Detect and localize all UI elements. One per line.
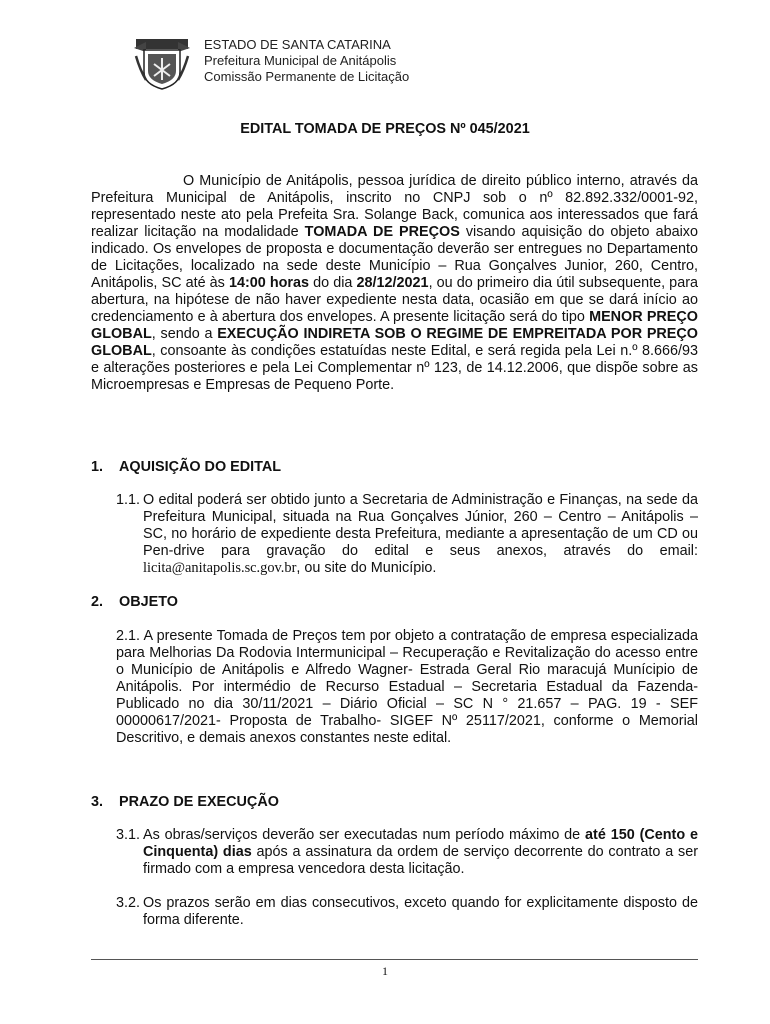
intro-text-5: , sendo a bbox=[151, 326, 218, 342]
page-number: 1 bbox=[382, 964, 388, 978]
item-2-1-text: 2.1. A presente Tomada de Preços tem por objeto a contratação de empresa especializada para Melhorias Da Rodovia Intermunicipal – Recuperação e Revitalização do acesso entre o Município de Anitápolis e Alfredo Wagner- Estrada Geral Rio maracujá Munícipio de Anitápolis. Por intermédio de Recurso Estadual – Secretaria Estadual da Fazenda- Publicado no dia 30/11/2021 – Diário Oficial – SC N ° 21.657 – PAG. 19 - SEF 00000617/2021- Proposta de Trabalho- SIGEF Nº 25117/2021, conforme o Memorial Descritivo, e demais anexos constantes neste edital. bbox=[116, 628, 698, 746]
letterhead-text bbox=[204, 37, 409, 85]
item-3-1-tail: após a assinatura da ordem de serviço decorrente do contrato a ser firmado com a empresa vencedora desta licitação. bbox=[143, 844, 699, 877]
section-3-heading bbox=[91, 794, 279, 811]
section-2-heading bbox=[91, 594, 178, 611]
municipal-crest-icon bbox=[132, 36, 192, 90]
intro-paragraph bbox=[91, 173, 698, 394]
intro-modality: TOMADA DE PREÇOS bbox=[304, 224, 460, 240]
item-1-1-text: O edital poderá ser obtido junto a Secretaria de Administração e Finanças, na sede da Prefeitura Municipal, situada na Rua Gonçalves Júnior, 260 – Centro – Anitápolis – SC, no horário de expediente desta Prefeitura, mediante a apresentação de um CD ou Pen-drive para gravação do edital e seus anexos, através do email: bbox=[143, 492, 698, 559]
section-1-number: 1. bbox=[91, 459, 104, 475]
section-3-number: 3. bbox=[91, 794, 104, 810]
footer-divider bbox=[91, 959, 698, 960]
item-2-1 bbox=[116, 628, 698, 747]
intro-text-4: , ou do primeiro dia útil subsequente, para abertura, na hipótese de não haver expediente nesta data, ocasião em que se dará início ao credenciamento e à abertura dos envelopes. A presente licitação será do tipo bbox=[91, 275, 698, 325]
item-3-1-text: As obras/serviços deverão ser executadas num período máximo de bbox=[143, 827, 586, 843]
item-3-1-label: 3.1. bbox=[116, 827, 141, 843]
item-3-1 bbox=[116, 827, 698, 878]
section-3-title: PRAZO DE EXECUÇÃO bbox=[119, 794, 279, 810]
section-1-title: AQUISIÇÃO DO EDITAL bbox=[119, 459, 282, 475]
item-3-2-text: Os prazos serão em dias consecutivos, exceto quando for explicitamente disposto de forma diferente. bbox=[143, 895, 698, 928]
email-link[interactable]: licita@anitapolis.sc.gov.br bbox=[143, 560, 297, 576]
letterhead-commission: Comissão Permanente de Licitação bbox=[204, 69, 410, 84]
item-1-1 bbox=[116, 492, 698, 577]
item-1-1-label: 1.1. bbox=[116, 492, 141, 508]
intro-text-6: , consoante às condições estatuídas neste Edital, e será regida pela Lei n.º 8.666/93 e alterações posteriores e pela Lei Complementar nº 123, de 14.12.2006, que dispõe sobre as Microempresas e Empresas de Pequeno Porte. bbox=[91, 343, 698, 393]
section-1-heading bbox=[91, 459, 281, 476]
section-2-title: OBJETO bbox=[119, 594, 178, 610]
item-1-1-tail: , ou site do Município. bbox=[296, 560, 437, 576]
section-2-number: 2. bbox=[91, 594, 104, 610]
letterhead-state: ESTADO DE SANTA CATARINA bbox=[204, 37, 391, 52]
letterhead bbox=[132, 36, 552, 90]
item-3-2 bbox=[116, 895, 698, 929]
intro-regime: EXECUÇÃO INDIRETA SOB O REGIME DE EMPREITADA POR PREÇO GLOBAL bbox=[91, 326, 698, 359]
intro-type: MENOR PREÇO GLOBAL bbox=[91, 309, 698, 342]
intro-text-3: do dia bbox=[309, 275, 357, 291]
intro-text-2: visando aquisição do objeto abaixo indicado. Os envelopes de proposta e documentação deverão ser entregues no Departamento de Licitações, localizado na sede deste Município – Rua Gonçalves Junior, 260, Centro, Anitápolis, SC até às bbox=[91, 224, 698, 291]
item-3-1-deadline: até 150 (Cento e Cinquenta) dias bbox=[143, 827, 698, 860]
letterhead-prefeitura: Prefeitura Municipal de Anitápolis bbox=[204, 53, 397, 68]
intro-time: 14:00 horas bbox=[228, 275, 310, 291]
document-title: EDITAL TOMADA DE PREÇOS Nº 045/2021 bbox=[240, 121, 530, 137]
intro-text-1: O Município de Anitápolis, pessoa jurídica de direito público interno, através da Prefeitura Municipal de Anitápolis, inscrito no CNPJ sob o nº 82.892.332/0001-92, representado neste ato pela Prefeita Sra. Solange Back, comunica aos interessados que fará realizar licitação na modalidade bbox=[91, 173, 698, 240]
intro-date: 28/12/2021 bbox=[356, 275, 429, 291]
item-3-2-label: 3.2. bbox=[116, 895, 141, 911]
